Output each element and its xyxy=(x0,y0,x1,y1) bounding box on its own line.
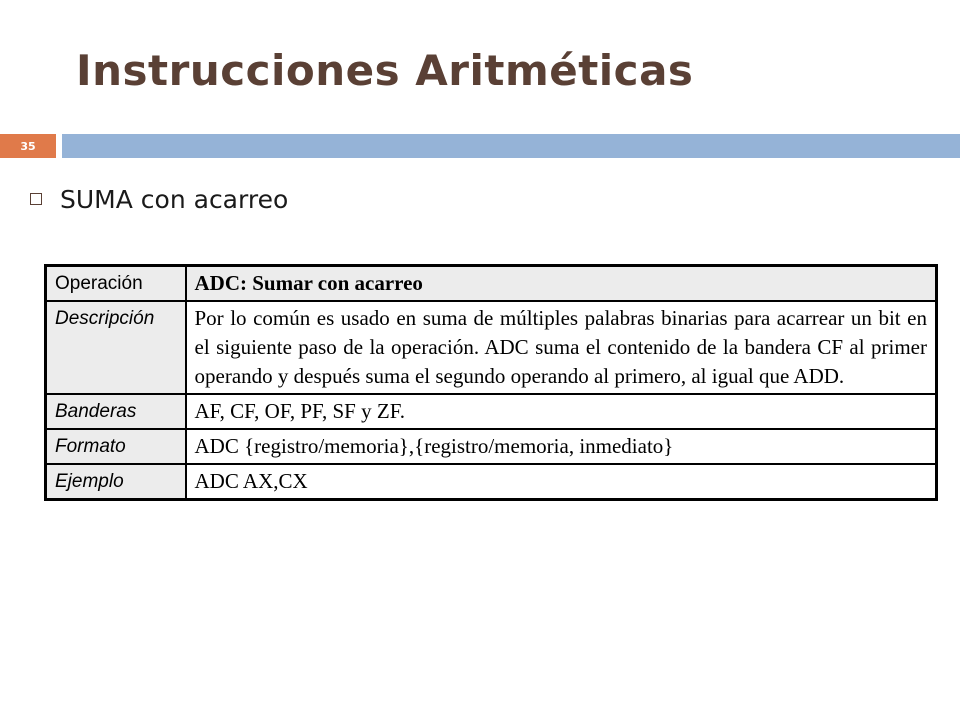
slide-title: Instrucciones Aritméticas xyxy=(76,46,694,95)
table-value-descripcion: Por lo común es usado en suma de múltiples palabras binarias para acarrear un bit en el siguiente paso de la operación. ADC suma el contenido de la bandera CF al primer operando y después suma el segundo operando al primero, al igual que ADD. xyxy=(186,301,937,394)
table-label-ejemplo: Ejemplo xyxy=(46,464,186,500)
table-label-formato: Formato xyxy=(46,429,186,464)
instruction-table xyxy=(44,264,938,501)
table-value-ejemplo: ADC AX,CX xyxy=(186,464,937,500)
hollow-square-bullet-icon xyxy=(30,193,42,205)
bullet-text: SUMA con acarreo xyxy=(60,184,289,214)
table-row-operacion xyxy=(46,266,937,302)
table-value-formato: ADC {registro/memoria},{registro/memoria, inmediato} xyxy=(186,429,937,464)
slide-number: 35 xyxy=(0,134,56,158)
table-value-operacion: ADC: Sumar con acarreo xyxy=(186,266,937,302)
table-label-descripcion: Descripción xyxy=(46,301,186,394)
table-row-banderas xyxy=(46,394,937,429)
table-label-operacion: Operación xyxy=(46,266,186,302)
table-value-banderas: AF, CF, OF, PF, SF y ZF. xyxy=(186,394,937,429)
header-bar xyxy=(62,134,960,158)
table-label-banderas: Banderas xyxy=(46,394,186,429)
table-row-formato xyxy=(46,429,937,464)
table-row-ejemplo xyxy=(46,464,937,500)
table-row-descripcion xyxy=(46,301,937,394)
bullet-item xyxy=(30,181,288,217)
